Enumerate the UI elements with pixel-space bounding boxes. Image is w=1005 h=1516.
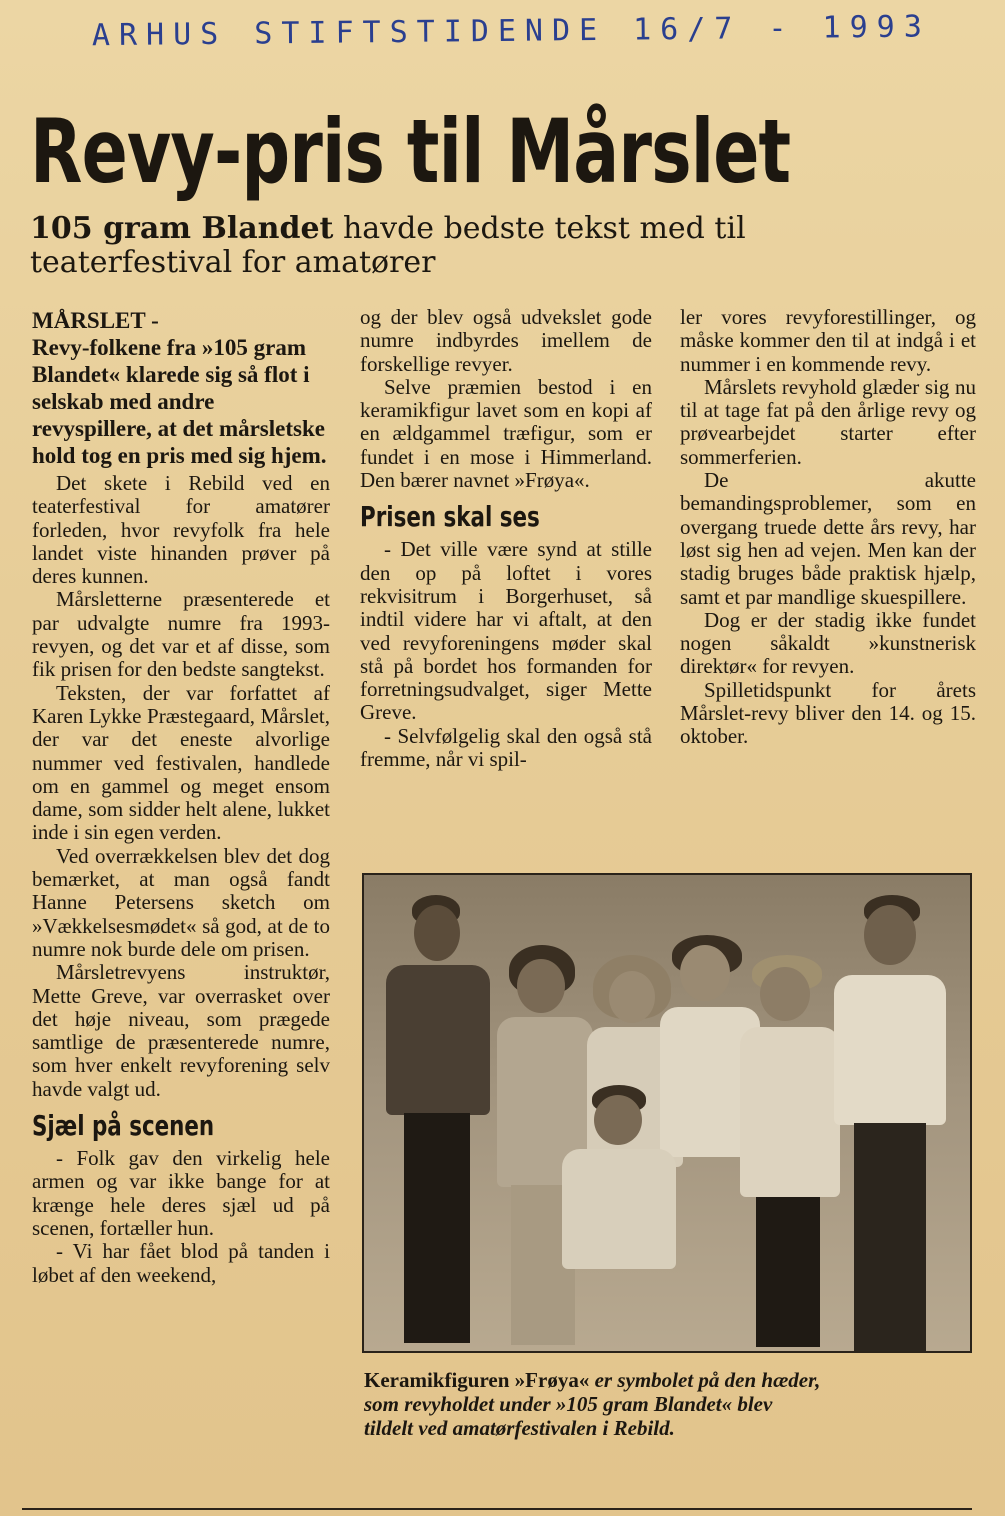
article-column-3 bbox=[680, 306, 976, 749]
bottom-rule bbox=[22, 1508, 972, 1510]
group-photo bbox=[362, 873, 972, 1353]
article-column-1 bbox=[32, 308, 330, 1287]
photo-caption bbox=[364, 1368, 824, 1440]
paragraph: Mårslets revyhold glæder sig nu til at tage fat på den årlige revy og prøvearbejdet starter efter sommerferien. bbox=[680, 374, 976, 469]
photo-caption-italic: er symbolet på den hæder, som revyholdet under »105 gram Blandet« blev tildelt ved amatørfestivalen i Rebild. bbox=[364, 1368, 821, 1440]
subheadline-rest: havde bedste tekst med til teaterfestival for amatører bbox=[30, 211, 746, 280]
subheadline bbox=[30, 212, 810, 280]
headline: Revy-pris til Mårslet bbox=[30, 100, 791, 203]
lead-paragraph: Revy-folkene fra »105 gram Blandet« klarede sig så flot i selskab med andre revyspillere, at det mårsletske hold tog en pris med sig hjem. bbox=[32, 335, 327, 468]
paragraph: De akutte bemandingsproblemer, som en overgang truede dette års revy, har løst sig hen ad vejen. Men kan der stadig bruges både praktisk hjælp, samt et par mandlige skuespillere. bbox=[680, 468, 976, 609]
paragraph: - Folk gav den virkelig hele armen og var ikke bange for at krænge hele deres sjæl ud på scenen, fortæller hun. bbox=[32, 1146, 330, 1240]
paragraph: Mårsletterne præsenterede et par udvalgte numre fra 1993-revyen, og det var et af disse, som fik prisen for den bedste sangtekst. bbox=[32, 587, 330, 682]
paragraph: og der blev også udvekslet gode numre indbyrdes imellem de forskellige revyer. bbox=[360, 305, 652, 376]
person-figure bbox=[374, 895, 494, 1353]
photo-caption-bold: Keramikfiguren »Frøya« bbox=[364, 1368, 590, 1392]
dateline: MÅRSLET - bbox=[32, 308, 159, 333]
person-figure bbox=[554, 1085, 684, 1353]
paragraph: Mårsletrevyens instruktør, Mette Greve, var overrasket over det høje niveau, som prægede samtlige de præsenterede numre, som hver enkelt revyforening selv havde valgt ud. bbox=[32, 960, 330, 1101]
person-figure bbox=[824, 895, 954, 1353]
paragraph: - Selvfølgelig skal den også stå fremme, når vi spil- bbox=[360, 723, 652, 772]
paragraph: Dog er der stadig ikke fundet nogen såkaldt »kunstnerisk direktør« for revyen. bbox=[680, 607, 976, 679]
paragraph: Selve præmien bestod i en keramikfigur lavet som en kopi af en ældgammel træfigur, som er fundet i en mose i Himmerland. Den bærer navnet »Frøya«. bbox=[360, 374, 652, 493]
article-column-2 bbox=[360, 306, 652, 771]
paragraph: ler vores revyforestillinger, og måske kommer den til at indgå i et nummer i en kommende revy. bbox=[680, 305, 976, 376]
paragraph: Teksten, der var forfattet af Karen Lykke Præstegaard, Mårslet, der var det eneste alvorlige nummer ved festivalen, handlede om en gammel og meget ensom dame, som sidder helt alene, lukket inde i sin egen verden. bbox=[32, 680, 330, 845]
handwritten-source-note: ARHUS STIFTSTIDENDE 16/7 - 1993 bbox=[91, 9, 932, 54]
section-subtitle: Sjæl på scenen bbox=[32, 1109, 215, 1143]
paragraph: Spilletidspunkt for årets Mårslet-revy bliver den 14. og 15. oktober. bbox=[680, 677, 976, 749]
section-subtitle: Prisen skal ses bbox=[360, 500, 540, 534]
subheadline-bold: 105 gram Blandet bbox=[30, 211, 334, 246]
paragraph: - Vi har fået blod på tanden i løbet af den weekend, bbox=[32, 1239, 330, 1287]
paragraph: - Det ville være synd at stille den op på loftet i vores rekvisitrum i Borgerhuset, så indtil videre har vi aftalt, at den ved revyforeningens møder skal stå på bordet hos formanden for forretningsudvalget, siger Mette Greve. bbox=[360, 537, 652, 725]
paragraph: Det skete i Rebild ved en teaterfestival for amatører forleden, hvor revyfolk fra hele landet viste hinanden prøver på deres kunnen. bbox=[32, 471, 330, 589]
paragraph: Ved overrækkelsen blev det dog bemærket, at man også fandt Hanne Petersens sketch om »Vækkelsesmødet« så god, at de to numre nok burde dele om prisen. bbox=[32, 843, 330, 961]
